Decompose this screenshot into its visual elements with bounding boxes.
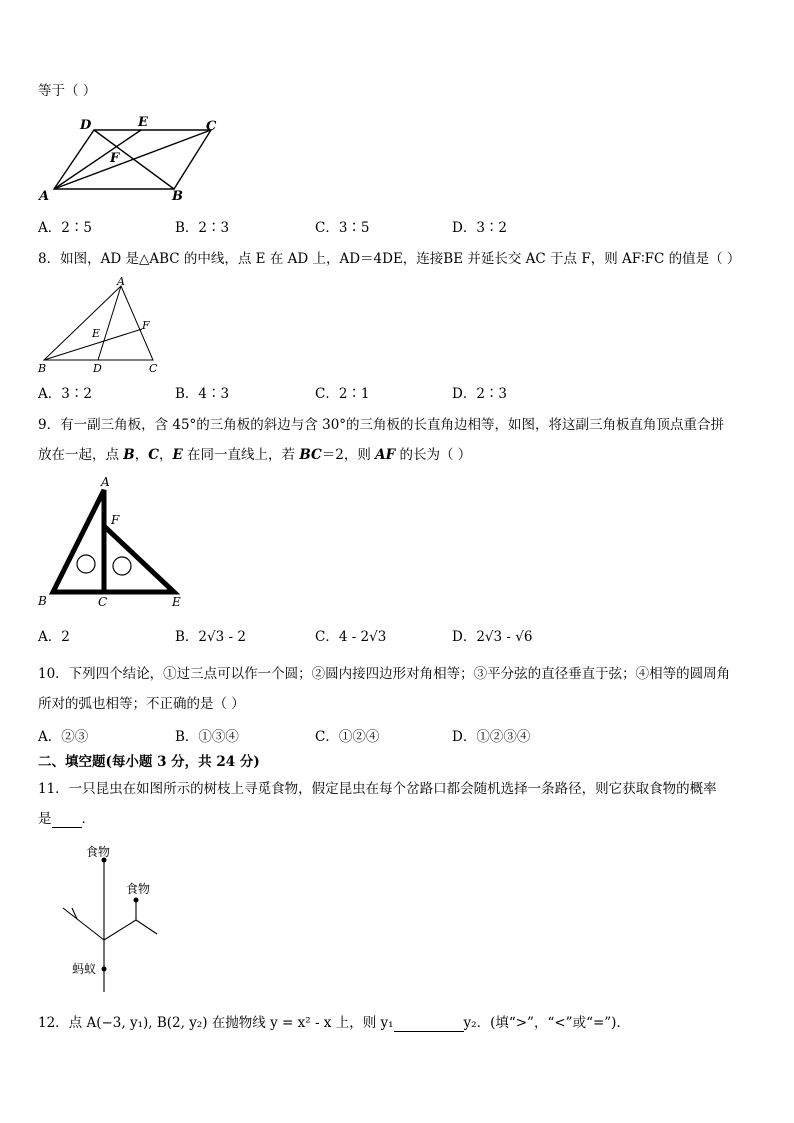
q10-text-line1: 10．下列四个结论，①过三点可以作一个圆；②圆内接四边形对角相等；③平分弦的直径垂直于弦；④相等的圆周角 <box>38 666 731 682</box>
q11-answer-blank[interactable] <box>52 813 82 828</box>
q7-option-b[interactable]: B．2∶3 <box>175 220 230 236</box>
q7-option-c[interactable]: C．3∶5 <box>315 220 370 236</box>
q8-option-b[interactable]: B．4∶3 <box>175 386 230 402</box>
q10-option-d[interactable]: D．①②③④ <box>452 729 531 745</box>
q9-option-a[interactable]: A．2 <box>38 629 70 645</box>
q8-label-D: D <box>93 362 102 375</box>
q10-option-a[interactable]: A．②③ <box>38 729 89 745</box>
q8-label-C: C <box>149 362 158 375</box>
q11-text-line1: 11．一只昆虫在如图所示的树枝上寻觅食物，假定昆虫在每个岔路口都会随机选择一条路径，则它获取食物的概率 <box>38 781 717 797</box>
q7-label-D: D <box>80 118 92 133</box>
q9-option-c[interactable]: C．4 - 2√3 <box>315 629 387 645</box>
q8-figure-triangle <box>36 274 166 376</box>
q11-label-food-top: 食物 <box>86 845 111 859</box>
q9-option-b[interactable]: B．2√3 - 2 <box>175 629 246 645</box>
q10-option-b[interactable]: B．①③④ <box>175 729 239 745</box>
q7-text-tail: 等于（ ） <box>38 83 97 99</box>
q8-text: 8．如图，AD 是△ABC 的中线，点 E 在 AD 上，AD＝4DE，连接BE 并延长交 AC 于点 F，则 AF∶FC 的值是（ ） <box>38 251 741 267</box>
q8-label-F: F <box>142 319 150 332</box>
q8-label-B: B <box>38 362 47 375</box>
q11-label-ant: 蚂蚁 <box>72 962 97 976</box>
q9-label-A: A <box>101 475 110 489</box>
q11-figure-branch <box>50 840 180 1000</box>
q11-text-line2: 是 ． <box>38 811 95 827</box>
q12-text: 12．点 A(−3, y₁), B(2, y₂) 在抛物线 y = x² - x 上，则 y₁ y₂．(填“>”，“<”或“=”)． <box>38 1015 630 1031</box>
q9-label-C: C <box>98 595 108 609</box>
q9-label-E: E <box>172 595 181 609</box>
q7-label-C: C <box>206 119 217 134</box>
q9-label-F: F <box>111 513 120 527</box>
q8-label-A: A <box>117 275 125 288</box>
q9-label-B: B <box>38 594 47 608</box>
q9-text-line2: 放在一起，点 B，C，E 在同一直线上，若 BC＝2，则 AF 的长为（ ） <box>38 447 472 463</box>
q8-label-E: E <box>92 327 101 340</box>
q8-option-c[interactable]: C．2∶1 <box>315 386 370 402</box>
q7-label-A: A <box>39 189 50 204</box>
q7-label-E: E <box>138 115 148 130</box>
q7-figure-parallelogram <box>36 114 226 206</box>
q11-label-food-right: 食物 <box>126 882 151 896</box>
q10-text-line2: 所对的弧也相等；不正确的是（ ） <box>38 696 245 712</box>
q7-option-a[interactable]: A．2∶5 <box>38 220 92 236</box>
q8-option-d[interactable]: D．2∶3 <box>452 386 508 402</box>
q7-option-d[interactable]: D．3∶2 <box>452 220 508 236</box>
q12-answer-blank[interactable] <box>394 1017 464 1032</box>
q9-figure-set-squares <box>34 474 194 614</box>
q7-label-F: F <box>110 151 120 166</box>
q7-label-B: B <box>172 189 183 204</box>
section-fill-in-title: 二、填空题(每小题 3 分，共 24 分) <box>38 754 260 770</box>
q9-option-d[interactable]: D．2√3 - √6 <box>452 629 533 645</box>
q8-option-a[interactable]: A．3∶2 <box>38 386 92 402</box>
q9-text-line1: 9．有一副三角板，含 45°的三角板的斜边与含 30°的三角板的长直角边相等，如图，将这副三角板直角顶点重合拼 <box>38 417 725 433</box>
q10-option-c[interactable]: C．①②④ <box>315 729 380 745</box>
